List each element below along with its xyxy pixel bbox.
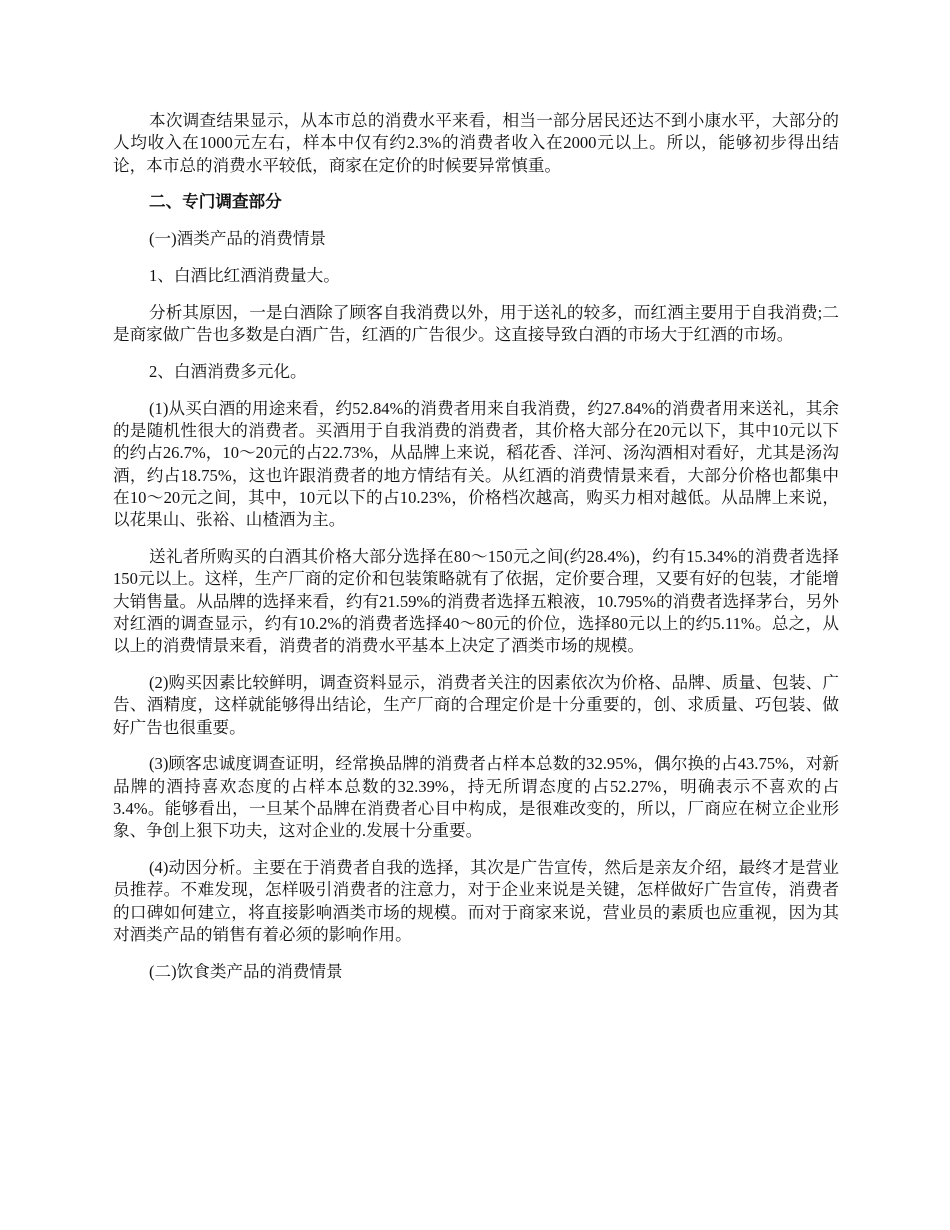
paragraph-gift-buyers: 送礼者所购买的白酒其价格大部分选择在80～150元之间(约28.4%)，约有15.34%的消费者选择150元以上。这样，生产厂商的定价和包装策略就有了依据，定价要合理，又要有好的包装，才能增大销售量。从品牌的选择来看，约有21.59%的消费者选择五粮液，10.795%的消费者选择茅台，另外对红酒的调查显示，约有10.2%的消费者选择40～80元的价位，选择80元以上的约5.11%。总之，从以上的消费情景来看，消费者的消费水平基本上决定了酒类市场的规模。 — [113, 546, 839, 656]
paragraph-customer-loyalty: (3)顾客忠诚度调查证明，经常换品牌的消费者占样本总数的32.95%，偶尔换的占43.75%，对新品牌的酒持喜欢态度的占样本总数的32.39%，持无所谓态度的占52.27%，明确表示不喜欢的占3.4%。能够看出，一旦某个品牌在消费者心目中构成，是很难改变的，所以，厂商应在树立企业形象、争创上狠下功夫，这对企业的.发展十分重要。 — [113, 754, 839, 841]
subsection-heading-alcohol: (一)酒类产品的消费情景 — [149, 229, 326, 249]
point-heading-2: 2、白酒消费多元化。 — [149, 361, 307, 381]
paragraph-reason-analysis: 分析其原因，一是白酒除了顾客自我消费以外，用于送礼的较多，而红酒主要用于自我消费;二是商家做广告也多数是白酒广告，红酒的广告很少。这直接导致白酒的市场大于红酒的市场。 — [113, 302, 839, 345]
section-heading-special-survey: 二、专门调查部分 — [149, 192, 282, 212]
document-page — [113, 110, 839, 998]
subsection-heading-food: (二)饮食类产品的消费情景 — [149, 961, 343, 981]
paragraph-motive-analysis: (4)动因分析。主要在于消费者自我的选择，其次是广告宣传，然后是亲友介绍，最终才是营业员推荐。不难发现，怎样吸引消费者的注意力，对于企业来说是关键，怎样做好广告宣传，消费者的口碑如何建立，将直接影响酒类市场的规模。而对于商家来说，营业员的素质也应重视，因为其对酒类产品的销售有着必须的影响作用。 — [113, 858, 839, 944]
paragraph-purchase-factors: (2)购买因素比较鲜明，调查资料显示，消费者关注的因素依次为价格、品牌、质量、包装、广告、酒精度，这样就能够得出结论，生产厂商的合理定价是十分重要的，创、求质量、巧包装、做好广告也很重要。 — [113, 672, 839, 737]
point-heading-1: 1、白酒比红酒消费量大。 — [149, 265, 340, 285]
paragraph-purpose-analysis: (1)从买白酒的用途来看，约52.84%的消费者用来自我消费，约27.84%的消费者用来送礼，其余的是随机性很大的消费者。买酒用于自我消费的消费者，其价格大部分在20元以下，其中10元以下的约占26.7%，10～20元的占22.73%，从品牌上来说，稻花香、洋河、汤沟酒相对看好，尤其是汤沟酒，约占18.75%，这也许跟消费者的地方情结有关。从红酒的消费情景来看，大部分价格也都集中在10～20元之间，其中，10元以下的占10.23%，价格档次越高，购买力相对越低。从品牌上来说，以花果山、张裕、山楂酒为主。 — [113, 398, 839, 530]
paragraph-consumption-level: 本次调查结果显示，从本市总的消费水平来看，相当一部分居民还达不到小康水平，大部分的人均收入在1000元左右，样本中仅有约2.3%的消费者收入在2000元以上。所以，能够初步得出结论，本市总的消费水平较低，商家在定价的时候要异常慎重。 — [113, 111, 839, 175]
